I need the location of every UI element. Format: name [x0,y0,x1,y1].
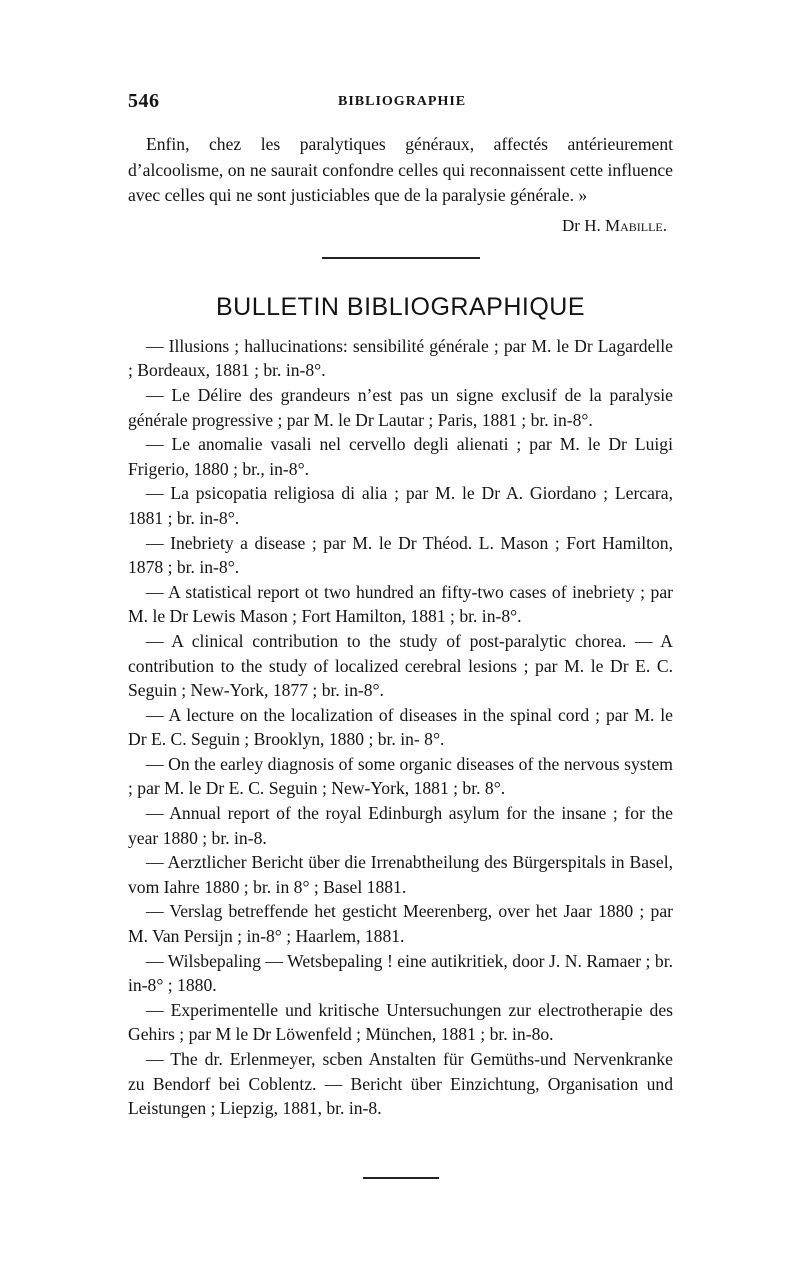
bibliography-entry: — La psicopatia religiosa di alia ; par M. le Dr A. Giordano ; Lercara, 1881 ; br. in-8°. [128,483,673,528]
bibliography-entry: — Verslag betreffende het gesticht Meerenberg, over het Jaar 1880 ; par M. Van Persijn ; in-8° ; Haarlem, 1881. [128,901,673,947]
bibliography-entry: — Aerztlicher Bericht über die Irrenabtheilung des Bürgerspitals in Basel, vom Iahre 1880 ; br. in 8° ; Basel 1881. [128,852,673,897]
signature-prefix: Dr H. [562,215,601,235]
bibliography-entry: — Experimentelle und kritische Untersuchungen zur electrotherapie des Gehirs ; par M le Dr Löwenfeld ; München, 1881 ; br. in-8o. [128,999,673,1045]
bibliography-entry: — Wilsbepaling — Wetsbepaling ! eine autikritiek, door J. N. Ramaer ; br. in-8° ; 1880. [128,950,673,996]
bibliography-entry: — Inebriety a disease ; par M. le Dr Théod. L. Mason ; Fort Hamilton, 1878 ; br. in-8°. [128,532,673,578]
section-divider [322,257,480,259]
bibliography-entry: — Annual report of the royal Edinburgh asylum for the insane ; for the year 1880 ; br. in-8. [128,803,673,848]
bibliography-entry: — A clinical contribution to the study of post-paralytic chorea. — A contribution to the study of localized cerebral lesions ; par M. le Dr E. C. Seguin ; New-York, 1877 ; br. in-8°. [128,630,673,701]
bibliography-entry: — Le anomalie vasali nel cervello degli alienati ; par M. le Dr Luigi Frigerio, 1880 ; br., in-8°. [128,434,673,479]
running-head [128,90,673,118]
signature [128,213,673,239]
bibliography-entry: — Illusions ; hallucinations: sensibilité générale ; par M. le Dr Lagardelle ; Bordeaux, 1881 ; br. in-8°. [128,335,673,381]
end-divider [363,1177,439,1179]
bibliography-entry: — On the earley diagnosis of some organic diseases of the nervous system ; par M. le Dr E. C. Seguin ; New-York, 1881 ; br. 8°. [128,753,673,799]
book-page [128,90,673,1179]
intro-paragraph: Enfin, chez les paralytiques généraux, affectés antérieurement d’alcoolisme, on ne saurait confondre celles qui reconnaissent cette influence avec celles qui ne sont justiciables que de la paralysie générale. » [128,134,673,206]
bibliography-list [128,334,673,1121]
bibliography-entry: — Le Délire des grandeurs n’est pas un signe exclusif de la paralysie générale progressive ; par M. le Dr Lautar ; Paris, 1881 ; br. in-8°. [128,384,673,430]
page-number: 546 [128,90,160,112]
bibliography-entry: — The dr. Erlenmeyer, scben Anstalten für Gemüths-und Nervenkranke zu Bendorf bei Coblentz. — Bericht über Einzichtung, Organisation und Leistungen ; Liepzig, 1881, br. in-8. [128,1049,673,1119]
section-title: BULLETIN BIBLIOGRAPHIQUE [215,292,586,321]
running-title: BIBLIOGRAPHIE [338,94,467,109]
signature-name: Mabille. [604,215,667,235]
bibliography-entry: — A statistical report ot two hundred an fifty-two cases of inebriety ; par M. le Dr Lewis Mason ; Fort Hamilton, 1881 ; br. in-8°. [128,581,673,627]
bibliography-entry: — A lecture on the localization of diseases in the spinal cord ; par M. le Dr E. C. Seguin ; Brooklyn, 1880 ; br. in- 8°. [128,704,673,750]
